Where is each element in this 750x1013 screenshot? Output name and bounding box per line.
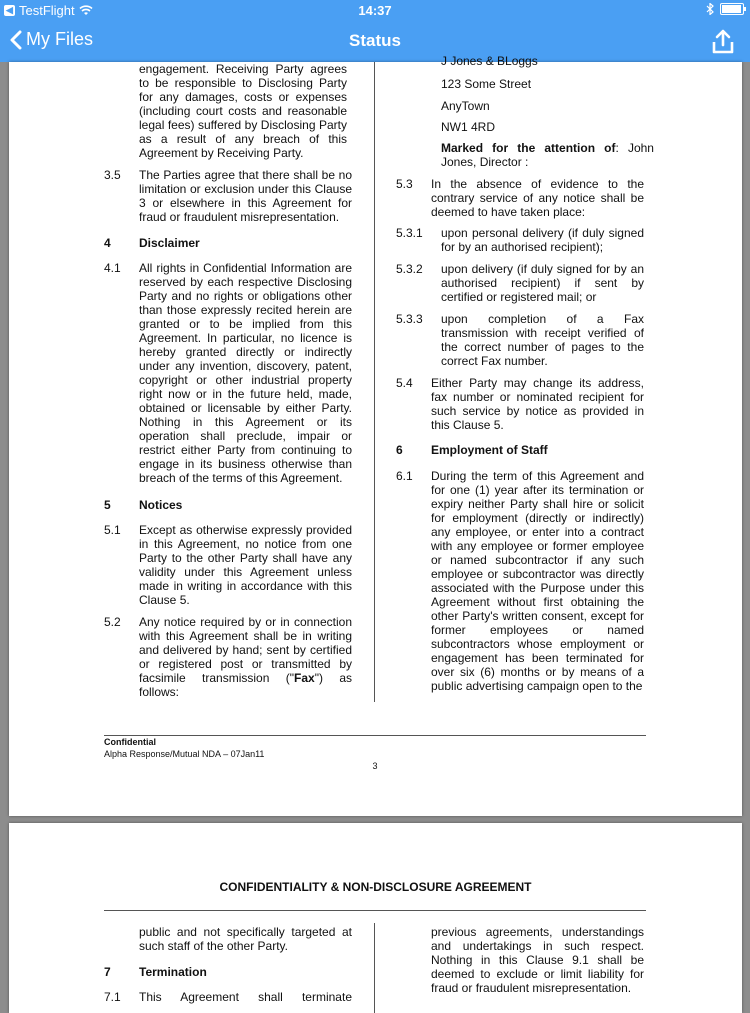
clause-text: public and not specifically targeted at such staff of the other Party. xyxy=(139,925,352,953)
clause-text: All rights in Confidential Information are reserved by each respective Disclosing Party and no rights or obligations other than those expressly recited herein are granted or to be implied from this Agreement. In particular, no licence is hereby granted directly or indirectly under any invention, discovery, patent, copyright or other industrial property right now or in the future held, made, obtained or licensable by either Party. Nothing in this Agreement or its operation shall preclude, impair or restrict either Party from continuing to engage in its business otherwise than breach of the terms of this Agreement. xyxy=(139,261,352,485)
document-header: CONFIDENTIALITY & NON-DISCLOSURE AGREEMENT xyxy=(219,880,532,894)
clause-text: upon personal delivery (if duly signed for by an authorised recipient); xyxy=(441,226,644,254)
clause-text: Either Party may change its address, fax number or nominated recipient for such service by notice as provided in this Clause 5. xyxy=(431,376,644,432)
footer-document-ref: Alpha Response/Mutual NDA – 07Jan11 xyxy=(104,749,265,759)
heading-text: Employment of Staff xyxy=(431,443,548,457)
clause-text: upon delivery (if duly signed for by an authorised recipient) if sent by certified or registered mail; or xyxy=(441,262,644,304)
heading-number: 4 xyxy=(104,236,111,250)
clause-number: 5.4 xyxy=(396,376,413,390)
clause-text-part: Any notice required by or in connection with this Agreement shall be in writing and delivered by hand; sent by certified or registered post or transmitted by facsimile transmission (" xyxy=(139,615,352,685)
clause-number: 5.2 xyxy=(104,615,121,629)
attention-label: Marked for the attention of xyxy=(441,141,616,155)
clause-text-part: ") as follows: xyxy=(139,671,352,699)
clause-number: 7.1 xyxy=(104,990,121,1004)
heading-number: 6 xyxy=(396,443,403,457)
back-button-label: My Files xyxy=(26,29,93,49)
attention-value: : John Jones, Director : xyxy=(441,141,654,169)
clause-number: 5.3.2 xyxy=(396,262,423,276)
heading-text: Disclaimer xyxy=(139,236,200,250)
heading-text: Termination xyxy=(139,965,207,979)
address-text: AnyTown xyxy=(441,99,490,113)
clause-number: 5.1 xyxy=(104,523,121,537)
clause-number: 3.5 xyxy=(104,168,121,182)
header-rule xyxy=(104,910,646,911)
address-text: 123 Some Street xyxy=(441,77,532,91)
clause-number: 4.1 xyxy=(104,261,121,275)
document-page-3[interactable] xyxy=(9,54,742,816)
battery-level xyxy=(722,5,741,13)
status-bar xyxy=(0,0,750,22)
footer-rule xyxy=(104,735,646,736)
page-number: 3 xyxy=(372,761,378,771)
heading-text: Notices xyxy=(139,498,183,512)
clock: 14:37 xyxy=(358,3,392,18)
clause-number: 5.3 xyxy=(396,177,413,191)
document-page-4[interactable] xyxy=(9,823,742,1013)
page-title: Status xyxy=(349,31,401,50)
heading-number: 7 xyxy=(104,965,111,979)
clause-text: In the absence of evidence to the contrary service of any notice shall be deemed to have taken place: xyxy=(431,177,644,219)
clause-text: Except as otherwise expressly provided in this Agreement, no notice from one Party to the other Party shall have any validity under this Agreement unless made in writing in accordance with this Clause 5. xyxy=(139,523,352,607)
bluetooth-icon xyxy=(706,3,714,15)
address-text: J Jones & BLoggs xyxy=(441,54,538,68)
clause-number: 6.1 xyxy=(396,469,413,483)
clause-text: previous agreements, understandings and undertakings in such respect. Nothing in this Clause 9.1 shall be deemed to exclude or limit liability for fraud or fraudulent misrepresentation. xyxy=(431,925,644,995)
footer-label: Confidential xyxy=(104,737,156,747)
defined-term: Fax xyxy=(294,671,315,685)
attention-text xyxy=(441,141,654,169)
clause-text: This Agreement shall terminate xyxy=(139,990,352,1004)
column-divider xyxy=(374,62,375,702)
clause-text: upon completion of a Fax transmission with receipt verified of the correct number of pages to the correct Fax number. xyxy=(441,312,644,368)
share-button[interactable] xyxy=(712,28,734,59)
clause-text: The Parties agree that there shall be no limitation or exclusion under this Clause 3 or elsewhere in this Agreement for fraud or fraudulent misrepresentation. xyxy=(139,168,352,224)
clause-number: 5.3.1 xyxy=(396,226,423,240)
clause-text: engagement. Receiving Party agrees to be responsible to Disclosing Party for any damages, costs or expenses (including court costs and reasonable legal fees) suffered by Disclosing Party as a result of any breach of this Agreement by Receiving Party. xyxy=(139,62,347,160)
clause-number: 5.3.3 xyxy=(396,312,423,326)
back-app-label: TestFlight xyxy=(19,3,75,18)
clause-text xyxy=(139,615,352,699)
battery-icon xyxy=(720,3,744,15)
clause-text: During the term of this Agreement and for one (1) year after its termination or expiry neither Party shall hire or solicit for employment (directly or indirectly) any employee, or enter into a contract with any employee or former employee or named subcontractor if any such employee or subcontractor was directly associated with the Purpose under this Agreement without first obtaining the other Party's written consent, except for former employees or named subcontractors whose employment or engagement has been terminated for over six (6) months or by means of a public advertising campaign open to the xyxy=(431,469,644,693)
heading-number: 5 xyxy=(104,498,111,512)
share-icon xyxy=(712,28,734,54)
back-app-icon: ◀ xyxy=(4,5,15,16)
address-text: NW1 4RD xyxy=(441,120,496,134)
